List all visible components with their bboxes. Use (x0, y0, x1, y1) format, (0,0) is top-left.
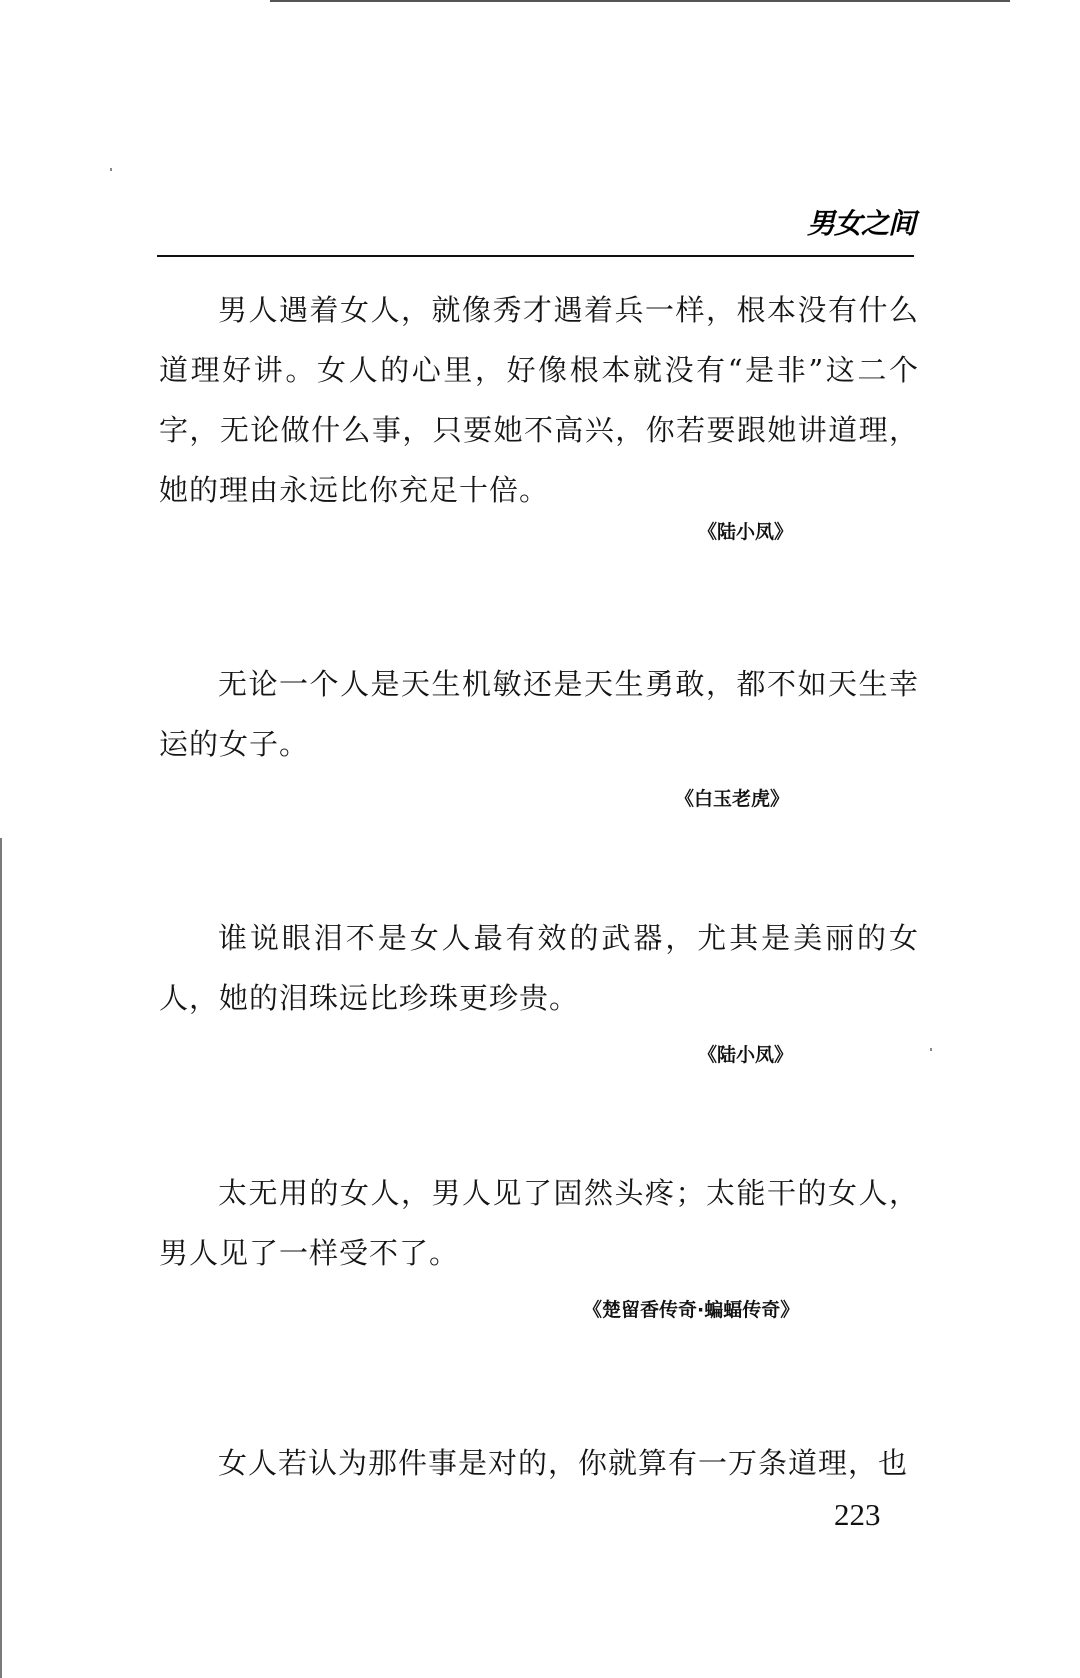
quote-text: 无论一个人是天生机敏还是天生勇敢，都不如天生幸运的女子。 (159, 667, 919, 761)
quote-source: 《陆小凤》 (698, 521, 794, 543)
quote-text: 女人若认为那件事是对的，你就算有一万条道理，也 (218, 1446, 909, 1480)
quote-text: 谁说眼泪不是女人最有效的武器，尤其是美丽的女人，她的泪珠远比珍珠更珍贵。 (159, 921, 919, 1015)
top-edge-rule (270, 0, 1010, 2)
scan-speck (110, 168, 112, 171)
page-number: 223 (834, 1497, 881, 1532)
header-rule (157, 255, 914, 257)
scan-speck (930, 1048, 932, 1051)
quote-source: 《白玉老虎》 (675, 788, 790, 810)
quote-source: 《陆小凤》 (698, 1044, 794, 1066)
quote-text: 男人遇着女人，就像秀才遇着兵一样，根本没有什么道理好讲。女人的心里，好像根本就没有“是非”这二个字，无论做什么事，只要她不高兴，你若要跟她讲道理，她的理由永远比你充足十倍。 (159, 293, 919, 507)
running-header-title: 男女之间 (806, 207, 915, 240)
quote-text: 太无用的女人，男人见了固然头疼；太能干的女人，男人见了一样受不了。 (159, 1176, 919, 1270)
quote-source: 《楚留香传奇·蝙蝠传奇》 (583, 1299, 800, 1321)
left-page-edge (0, 838, 2, 1678)
